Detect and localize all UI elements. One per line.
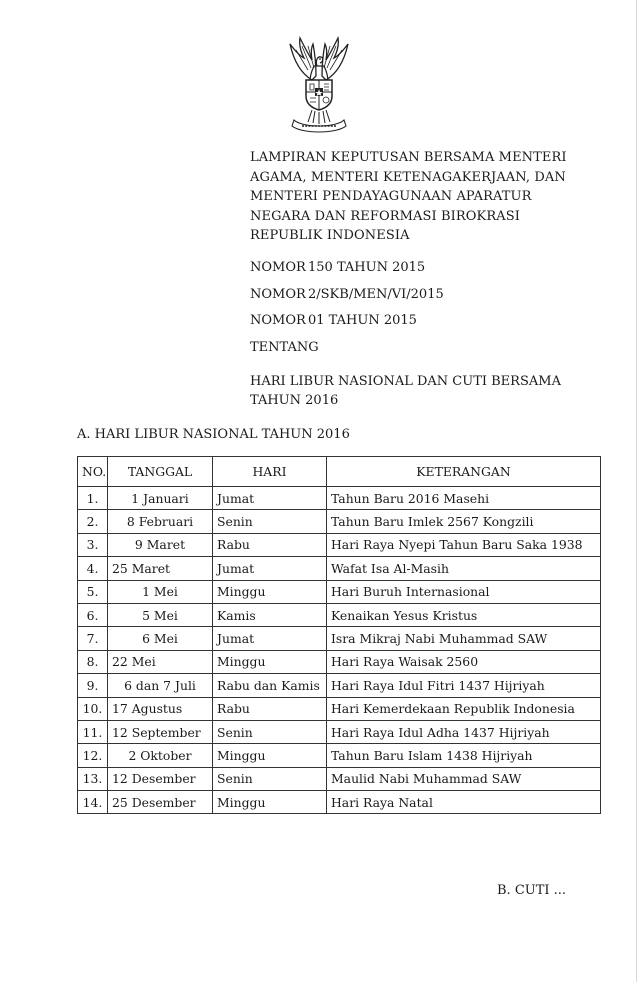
cell-tanggal: 25 Desember	[108, 791, 213, 814]
decree-number-label: NOMOR	[250, 260, 306, 275]
cell-hari: Senin	[213, 767, 327, 790]
cell-tanggal: 12 Desember	[108, 767, 213, 790]
document-heading	[250, 148, 610, 246]
cell-tanggal: 9 Maret	[108, 533, 213, 556]
table-row	[78, 674, 601, 697]
decree-number-label: NOMOR	[250, 313, 306, 328]
decree-number-value: 150 TAHUN 2015	[308, 260, 426, 275]
cell-hari: Kamis	[213, 603, 327, 626]
table-row	[78, 487, 601, 510]
cell-no: 10.	[78, 697, 108, 720]
table-row	[78, 603, 601, 626]
cell-keterangan: Hari Raya Natal	[327, 791, 601, 814]
holiday-table	[77, 456, 601, 814]
table-row	[78, 697, 601, 720]
cell-keterangan: Isra Mikraj Nabi Muhammad SAW	[327, 627, 601, 650]
cell-keterangan: Tahun Baru Imlek 2567 Kongzili	[327, 510, 601, 533]
heading-line: NEGARA DAN REFORMASI BIROKRASI	[250, 208, 520, 224]
heading-line: LAMPIRAN KEPUTUSAN BERSAMA MENTERI	[250, 150, 567, 165]
cell-tanggal: 12 September	[108, 720, 213, 743]
cell-keterangan: Hari Kemerdekaan Republik Indonesia	[327, 697, 601, 720]
cell-hari: Jumat	[213, 627, 327, 650]
cell-hari: Minggu	[213, 650, 327, 673]
cell-keterangan: Tahun Baru 2016 Masehi	[327, 487, 601, 510]
cell-hari: Rabu	[213, 533, 327, 556]
cell-tanggal: 17 Agustus	[108, 697, 213, 720]
column-header-tanggal: TANGGAL	[108, 457, 213, 487]
cell-tanggal: 1 Mei	[108, 580, 213, 603]
cell-no: 5.	[78, 580, 108, 603]
cell-hari: Minggu	[213, 791, 327, 814]
table-row	[78, 580, 601, 603]
cell-tanggal: 22 Mei	[108, 650, 213, 673]
cell-hari: Jumat	[213, 557, 327, 580]
cell-hari: Minggu	[213, 744, 327, 767]
decree-number	[250, 260, 425, 275]
cell-tanggal: 1 Januari	[108, 487, 213, 510]
column-header-no: NO.	[78, 457, 108, 487]
table-row	[78, 720, 601, 743]
subject-line: TAHUN 2016	[250, 393, 339, 408]
decree-number-value: 2/SKB/MEN/VI/2015	[308, 287, 444, 302]
table-row	[78, 650, 601, 673]
decree-number	[250, 287, 444, 302]
cell-tanggal: 8 Februari	[108, 510, 213, 533]
page-edge	[636, 0, 637, 982]
cell-no: 3.	[78, 533, 108, 556]
cell-tanggal: 6 Mei	[108, 627, 213, 650]
decree-number-label: NOMOR	[250, 287, 306, 302]
table-row	[78, 510, 601, 533]
decree-number-value: 01 TAHUN 2015	[308, 313, 417, 328]
cell-tanggal: 5 Mei	[108, 603, 213, 626]
cell-keterangan: Tahun Baru Islam 1438 Hijriyah	[327, 744, 601, 767]
cell-no: 14.	[78, 791, 108, 814]
cell-no: 11.	[78, 720, 108, 743]
table-row	[78, 791, 601, 814]
table-header-row	[78, 457, 601, 487]
heading-line: AGAMA, MENTERI KETENAGAKERJAAN, DAN	[250, 169, 566, 185]
table-row	[78, 533, 601, 556]
cell-hari: Senin	[213, 720, 327, 743]
decree-number	[250, 313, 417, 328]
cell-hari: Jumat	[213, 487, 327, 510]
subject-line: HARI LIBUR NASIONAL DAN CUTI BERSAMA	[250, 374, 561, 389]
cell-hari: Rabu	[213, 697, 327, 720]
cell-keterangan: Wafat Isa Al-Masih	[327, 557, 601, 580]
cell-no: 9.	[78, 674, 108, 697]
cell-no: 6.	[78, 603, 108, 626]
table-row	[78, 627, 601, 650]
cell-tanggal: 6 dan 7 Juli	[108, 674, 213, 697]
cell-no: 1.	[78, 487, 108, 510]
cell-keterangan: Hari Raya Idul Fitri 1437 Hijriyah	[327, 674, 601, 697]
cell-hari: Minggu	[213, 580, 327, 603]
cell-keterangan: Kenaikan Yesus Kristus	[327, 603, 601, 626]
next-page-indicator: B. CUTI ...	[497, 883, 567, 898]
cell-no: 2.	[78, 510, 108, 533]
cell-tanggal: 25 Maret	[108, 557, 213, 580]
cell-no: 4.	[78, 557, 108, 580]
tentang-label: TENTANG	[250, 340, 319, 355]
cell-no: 12.	[78, 744, 108, 767]
cell-no: 7.	[78, 627, 108, 650]
section-a-title: A. HARI LIBUR NASIONAL TAHUN 2016	[77, 427, 350, 442]
cell-hari: Rabu dan Kamis	[213, 674, 327, 697]
document-subject	[250, 372, 561, 410]
column-header-keterangan: KETERANGAN	[327, 457, 601, 487]
cell-keterangan: Hari Raya Waisak 2560	[327, 650, 601, 673]
cell-keterangan: Hari Raya Idul Adha 1437 Hijriyah	[327, 720, 601, 743]
heading-line: REPUBLIK INDONESIA	[250, 228, 410, 243]
cell-keterangan: Hari Buruh Internasional	[327, 580, 601, 603]
garuda-pancasila-emblem-icon	[272, 36, 366, 136]
table-row	[78, 744, 601, 767]
cell-hari: Senin	[213, 510, 327, 533]
cell-keterangan: Hari Raya Nyepi Tahun Baru Saka 1938	[327, 533, 601, 556]
column-header-hari: HARI	[213, 457, 327, 487]
cell-no: 8.	[78, 650, 108, 673]
cell-keterangan: Maulid Nabi Muhammad SAW	[327, 767, 601, 790]
table-row	[78, 767, 601, 790]
cell-tanggal: 2 Oktober	[108, 744, 213, 767]
table-row	[78, 557, 601, 580]
cell-no: 13.	[78, 767, 108, 790]
heading-line: MENTERI PENDAYAGUNAAN APARATUR	[250, 189, 532, 204]
